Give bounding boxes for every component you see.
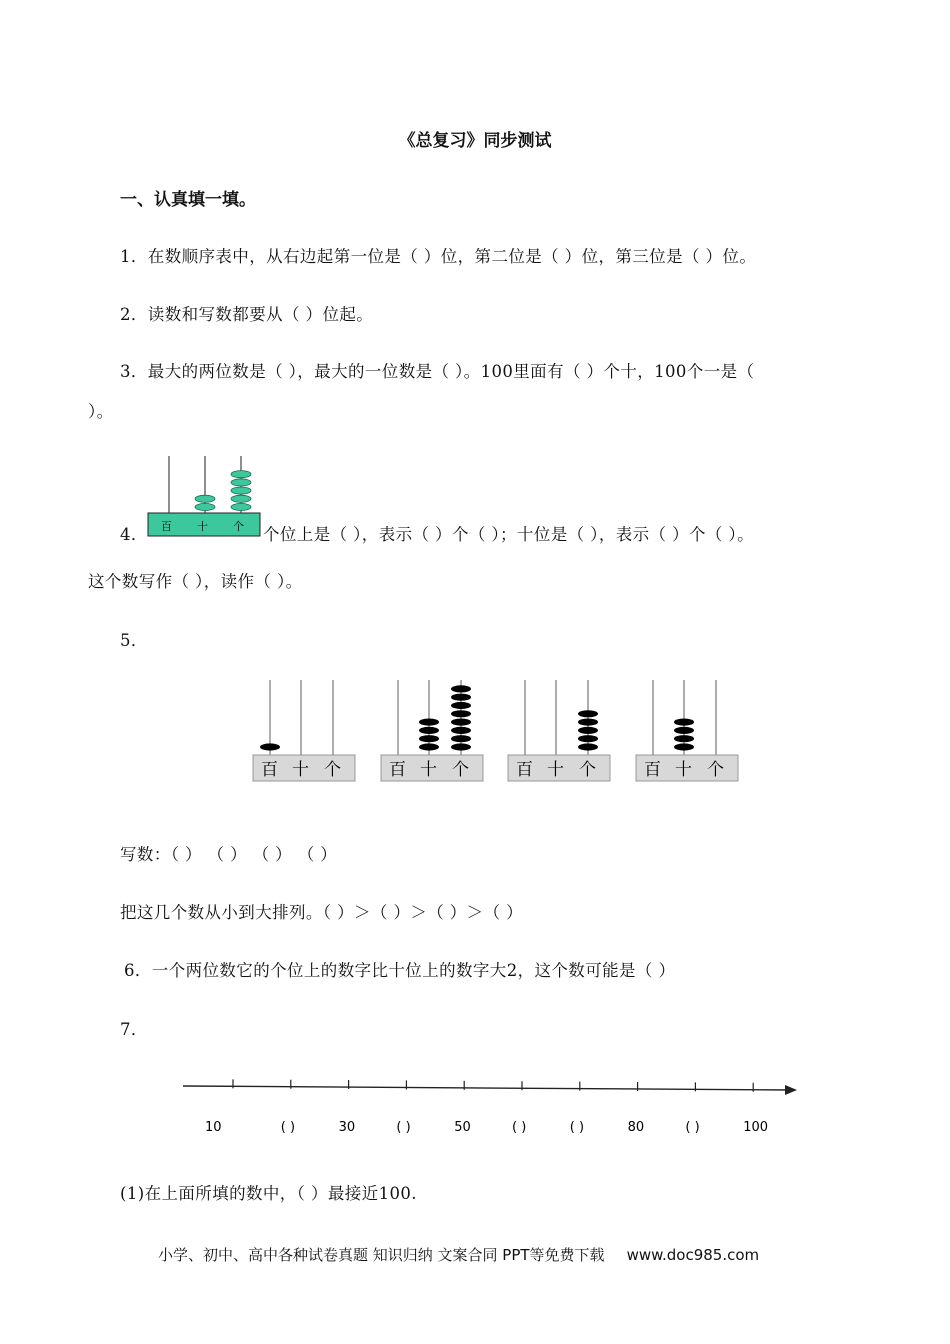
abacus-q5-bead xyxy=(578,719,598,726)
question-7-sub-1: (1)在上面所填的数中，（ ）最接近100. xyxy=(120,1184,417,1203)
number-line-axis xyxy=(183,1086,791,1090)
abacus-q4-bead xyxy=(195,495,215,502)
abacus-q5-place-label: 十 xyxy=(675,760,692,780)
question-6: 6．一个两位数它的个位上的数字比十位上的数字大2，这个数可能是（ ） xyxy=(124,961,676,980)
number-line-label: ( ) xyxy=(569,1120,585,1135)
abacus-q5-bead xyxy=(419,743,439,750)
number-line-label: 10 xyxy=(205,1120,222,1135)
question-3-line-1: 3．最大的两位数是（ ），最大的一位数是（ ）。100里面有（ ）个十，100个一是（ xyxy=(120,362,755,381)
abacus-q5-bead xyxy=(674,727,694,734)
abacus-q4-bead xyxy=(231,471,251,478)
abacus-q5-bead xyxy=(419,727,439,734)
question-5-number: 5． xyxy=(120,631,148,650)
abacus-q5-bead xyxy=(578,735,598,742)
abacus-q5-place-label: 个 xyxy=(452,760,469,780)
abacus-q4-bead xyxy=(231,503,251,510)
abacus-q5-bead xyxy=(674,719,694,726)
abacus-q5-bead xyxy=(419,735,439,742)
abacus-q4-place-label: 百 xyxy=(161,520,172,533)
abacus-q5-place-label: 个 xyxy=(324,760,341,780)
abacus-q5-place-label: 百 xyxy=(644,760,661,780)
abacus-q5-bead xyxy=(451,743,471,750)
footer-text: 小学、初中、高中各种试卷真题 知识归纳 文案合同 PPT等免费下载 xyxy=(158,1246,605,1264)
abacus-q5 xyxy=(252,676,357,784)
abacus-q5-bead xyxy=(451,719,471,726)
abacus-q5-bead xyxy=(419,719,439,726)
abacus-q5-bead xyxy=(451,735,471,742)
abacus-q5-bead xyxy=(674,743,694,750)
abacus-q5-bead xyxy=(674,735,694,742)
abacus-q5-bead xyxy=(451,710,471,717)
question-4-line-1: 个位上是（ ），表示（ ）个（ ）；十位是（ ），表示（ ）个（ ）。 xyxy=(263,525,754,544)
abacus-q5-bead xyxy=(451,685,471,692)
abacus-q5-place-label: 百 xyxy=(261,760,278,780)
section-heading: 一、认真填一填。 xyxy=(120,190,256,210)
abacus-q4-bead xyxy=(195,503,215,510)
question-4-number: 4． xyxy=(120,525,148,544)
question-1: 1．在数顺序表中，从右边起第一位是（ ）位，第二位是（ ）位，第三位是（ ）位。 xyxy=(120,247,757,266)
abacus-q5-bead xyxy=(578,743,598,750)
question-4-line-2: 这个数写作（ ），读作（ ）。 xyxy=(88,572,303,591)
abacus-q5-bead xyxy=(578,710,598,717)
abacus-q5-bead xyxy=(260,743,280,750)
abacus-q5-place-label: 百 xyxy=(389,760,406,780)
question-2: 2．读数和写数都要从（ ）位起。 xyxy=(120,305,374,324)
number-line-label: ( ) xyxy=(685,1120,700,1135)
question-5-order: 把这几个数从小到大排列。（ ）＞（ ）＞（ ）＞（ ） xyxy=(120,903,524,922)
abacus-q4-bead xyxy=(231,487,251,494)
number-line-label: ( ) xyxy=(512,1120,527,1135)
abacus-q5-bead xyxy=(451,727,471,734)
number-line-label: ( ) xyxy=(280,1120,296,1135)
page-title: 《总复习》同步测试 xyxy=(398,131,552,151)
number-line-label: ( ) xyxy=(396,1120,411,1135)
abacus-q5-place-label: 十 xyxy=(420,760,437,780)
abacus-q5 xyxy=(380,676,485,784)
abacus-q5-place-label: 百 xyxy=(516,760,533,780)
abacus-q5-place-label: 个 xyxy=(579,760,596,780)
number-line-label: 100 xyxy=(743,1120,769,1135)
abacus-q5-place-label: 十 xyxy=(547,760,564,780)
abacus-q4-bead xyxy=(231,479,251,486)
number-line-label: 30 xyxy=(338,1120,356,1135)
question-5-write: 写数：（ ） （ ） （ ） （ ） xyxy=(120,845,338,864)
question-3-line-2: ）。 xyxy=(88,402,114,421)
footer-url[interactable]: www.doc985.com xyxy=(626,1246,760,1264)
abacus-q4 xyxy=(147,452,263,538)
abacus-q4-place-label: 个 xyxy=(233,520,244,533)
number-line-label: 80 xyxy=(627,1120,645,1135)
number-line xyxy=(175,1074,805,1140)
abacus-q5-bead xyxy=(578,727,598,734)
number-line-arrow xyxy=(785,1085,797,1095)
abacus-q4-bead xyxy=(231,495,251,502)
abacus-q5-bead xyxy=(451,694,471,701)
footer xyxy=(158,1244,759,1265)
number-line-label: 50 xyxy=(454,1120,471,1135)
question-7-number: 7． xyxy=(120,1020,148,1039)
abacus-q5-place-label: 个 xyxy=(707,760,724,780)
abacus-q5-bead xyxy=(451,702,471,709)
abacus-q5 xyxy=(635,676,740,784)
abacus-q5-place-label: 十 xyxy=(292,760,309,780)
abacus-q5 xyxy=(507,676,612,784)
abacus-q4-place-label: 十 xyxy=(197,520,208,533)
